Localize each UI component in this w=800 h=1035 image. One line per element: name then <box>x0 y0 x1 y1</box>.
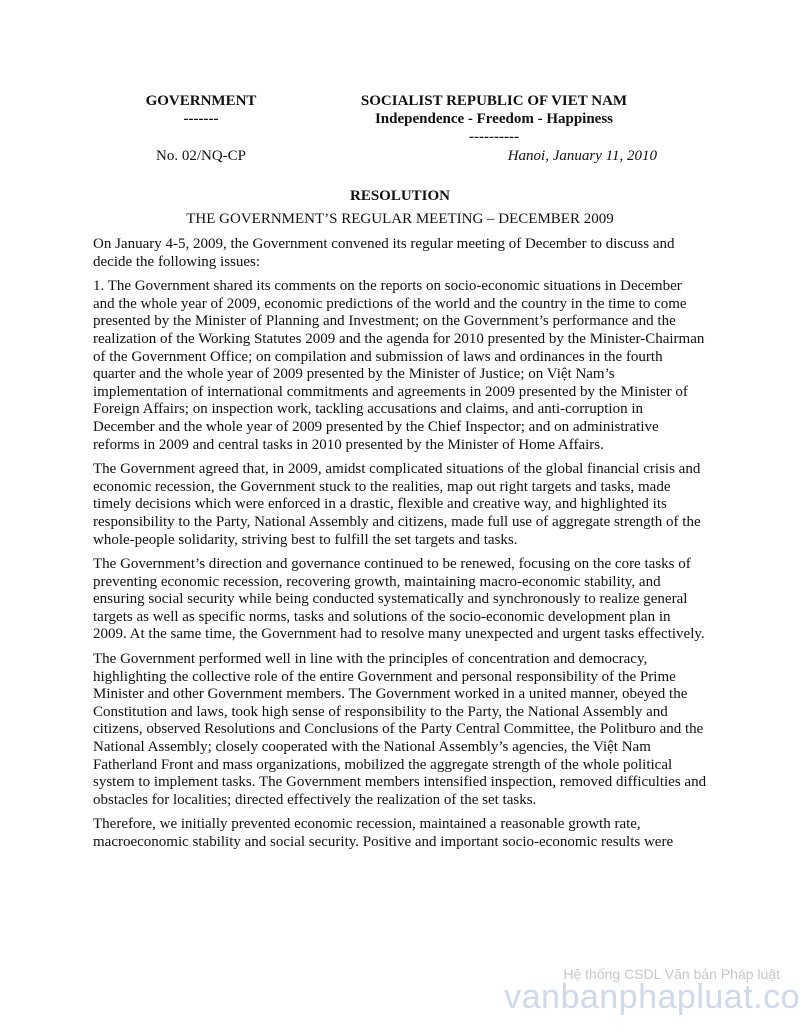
national-title-block <box>331 92 657 146</box>
national-motto: Independence - Freedom - Happiness <box>374 111 614 127</box>
body-paragraph: 1. The Government shared its comments on the reports on socio-economic situations in December and the whole year of 2009, economic predictions of the world and the country in the time to come presented by the Minister of Planning and Investment; on the Government’s performance and the realization of the Working Statutes 2009 and the agenda for 2010 presented by the Minister-Chairman of the Government Office; on compilation and submission of laws and ordinances in the fourth quarter and the whole year of 2009 presented by the Minister of Justice; on Việt Nam’s implementation of international commitments and agreements in 2009 presented by the Minister of Foreign Affairs; on inspection work, tackling accusations and claims, and anti-corruption in December and the whole year of 2009 presented by the Chief Inspector; and on administrative reforms in 2009 and central tasks in 2010 presented by the Minister of Home Affairs. <box>93 278 705 453</box>
motto-separator: ---------- <box>469 129 519 145</box>
document-title: RESOLUTION <box>349 188 451 204</box>
body-paragraph: The Government agreed that, in 2009, amidst complicated situations of the global financial crisis and economic recession, the Government stuck to the realities, map out right targets and tasks, made timely decisions which were enforced in a drastic, flexible and creative way, and highlighted its responsibility to the Party, National Assembly and citizens, made full use of aggregate strength of the whole-people solidarity, striving best to fulfill the set targets and tasks. <box>93 461 701 548</box>
issuer-separator: ------- <box>183 111 219 127</box>
body-paragraph: The Government’s direction and governance continued to be renewed, focusing on the core tasks of preventing economic recession, recovering growth, maintaining macro-economic stability, and ensuring social security while being conducted systematically and synchronously to realize general targets as well as specific norms, tasks and solutions of the socio-economic development plan in 2009. At the same time, the Government had to resolve many unexpected and urgent tasks effectively. <box>93 556 705 643</box>
country-name: SOCIALIST REPUBLIC OF VIET NAM <box>360 93 628 109</box>
watermark-site: vanbanphapluat.co <box>504 978 800 1016</box>
document-subtitle: THE GOVERNMENT’S REGULAR MEETING – DECEMBER 2009 <box>186 211 614 227</box>
body-paragraph: Therefore, we initially prevented economic recession, maintained a reasonable growth rate, macroeconomic stability and social security. Positive and important socio-economic results were <box>93 816 674 850</box>
body-paragraph: The Government performed well in line with the principles of concentration and democracy, highlighting the collective role of the entire Government and personal responsibility of the Prime Minister and other Government members. The Government worked in a united manner, obeyed the Constitution and laws, took high sense of responsibility to the Party, the National Assembly and citizens, observed Resolutions and Conclusions of the Party Central Committee, the Politburo and the National Assembly; closely cooperated with the National Assembly’s agencies, the Việt Nam Fatherland Front and mass organizations, mobilized the aggregate strength of the whole political system to implement tasks. The Government members intensified inspection, removed difficulties and obstacles for localities; directed effectively the realization of the set tasks. <box>93 651 707 808</box>
document-number: No. 02/NQ-CP <box>155 148 246 164</box>
watermark-caption: Hệ thống CSDL Văn bản Pháp luật <box>563 966 780 982</box>
document-page <box>93 92 707 859</box>
document-header <box>93 92 707 168</box>
place-and-date: Hanoi, January 11, 2010 <box>507 148 657 164</box>
issuer-name: GOVERNMENT <box>145 93 257 109</box>
issuer-block <box>113 92 289 128</box>
body-paragraph: On January 4-5, 2009, the Government convened its regular meeting of December to discuss and decide the following issues: <box>93 236 675 270</box>
